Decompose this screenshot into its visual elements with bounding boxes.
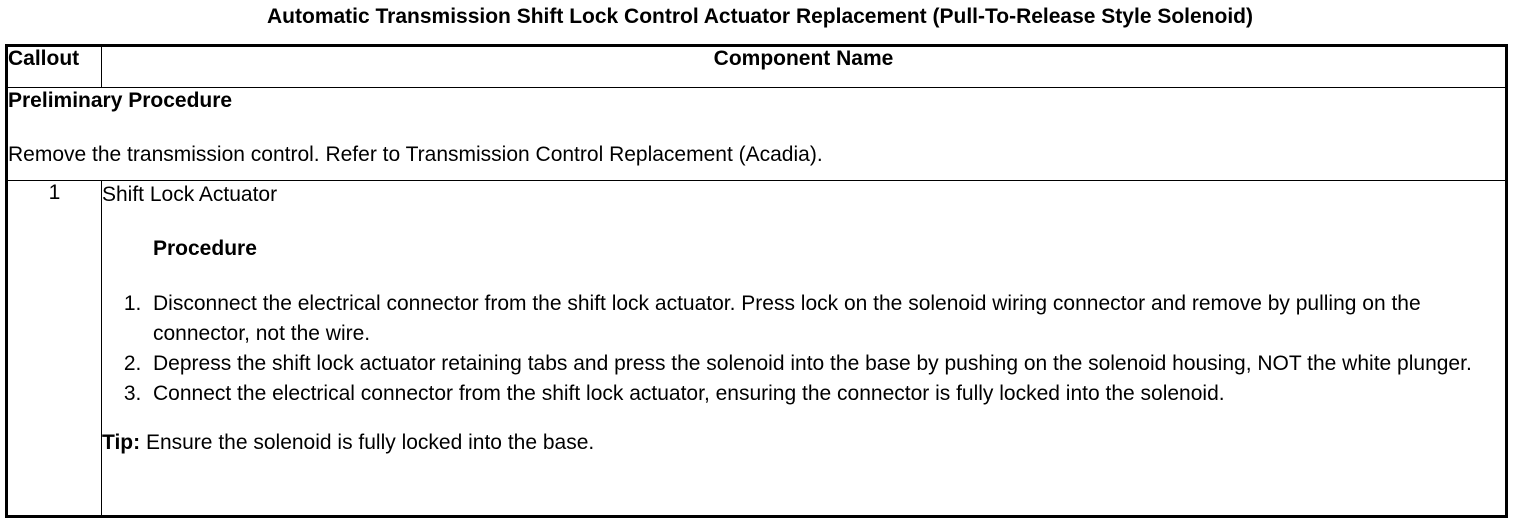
step-number: 1.: [123, 292, 142, 315]
component-name: Shift Lock Actuator: [102, 183, 278, 206]
procedure-steps: [102, 289, 1505, 409]
step-text: Depress the shift lock actuator retaining tabs and press the solenoid into the base by pushing on the solenoid housing, NOT the white plunger.: [153, 352, 1472, 375]
procedure-step: [102, 289, 1505, 349]
preliminary-cell: [7, 88, 1507, 181]
preliminary-text: Remove the transmission control. Refer to Transmission Control Replacement (Acadia).: [8, 143, 823, 166]
procedure-step: [102, 379, 1505, 409]
component-cell: [102, 181, 1507, 517]
table-row: [7, 181, 1507, 517]
callout-number: 1: [7, 181, 102, 517]
preliminary-title: Preliminary Procedure: [8, 89, 233, 112]
callout-column-header: Callout: [7, 46, 102, 88]
step-text: Disconnect the electrical connector from the shift lock actuator. Press lock on the solenoid wiring connector and remove by pulling on the connector, not the wire.: [153, 292, 1421, 345]
document-title: Automatic Transmission Shift Lock Control Actuator Replacement (Pull-To-Release Style Solenoid): [267, 5, 1253, 28]
procedure-step: [102, 349, 1505, 379]
tip-text: Ensure the solenoid is fully locked into the base.: [140, 431, 595, 454]
step-text: Connect the electrical connector from the shift lock actuator, ensuring the connector is fully locked into the solenoid.: [153, 382, 1225, 405]
procedure-table: [5, 44, 1508, 518]
table-header-row: [7, 46, 1507, 88]
step-number: 2.: [123, 352, 142, 375]
tip-label: Tip:: [102, 431, 141, 454]
step-number: 3.: [123, 382, 142, 405]
procedure-label: Procedure: [153, 237, 257, 260]
preliminary-row: [7, 88, 1507, 181]
component-name-column-header: Component Name: [102, 46, 1507, 88]
tip-note: [102, 429, 1505, 457]
